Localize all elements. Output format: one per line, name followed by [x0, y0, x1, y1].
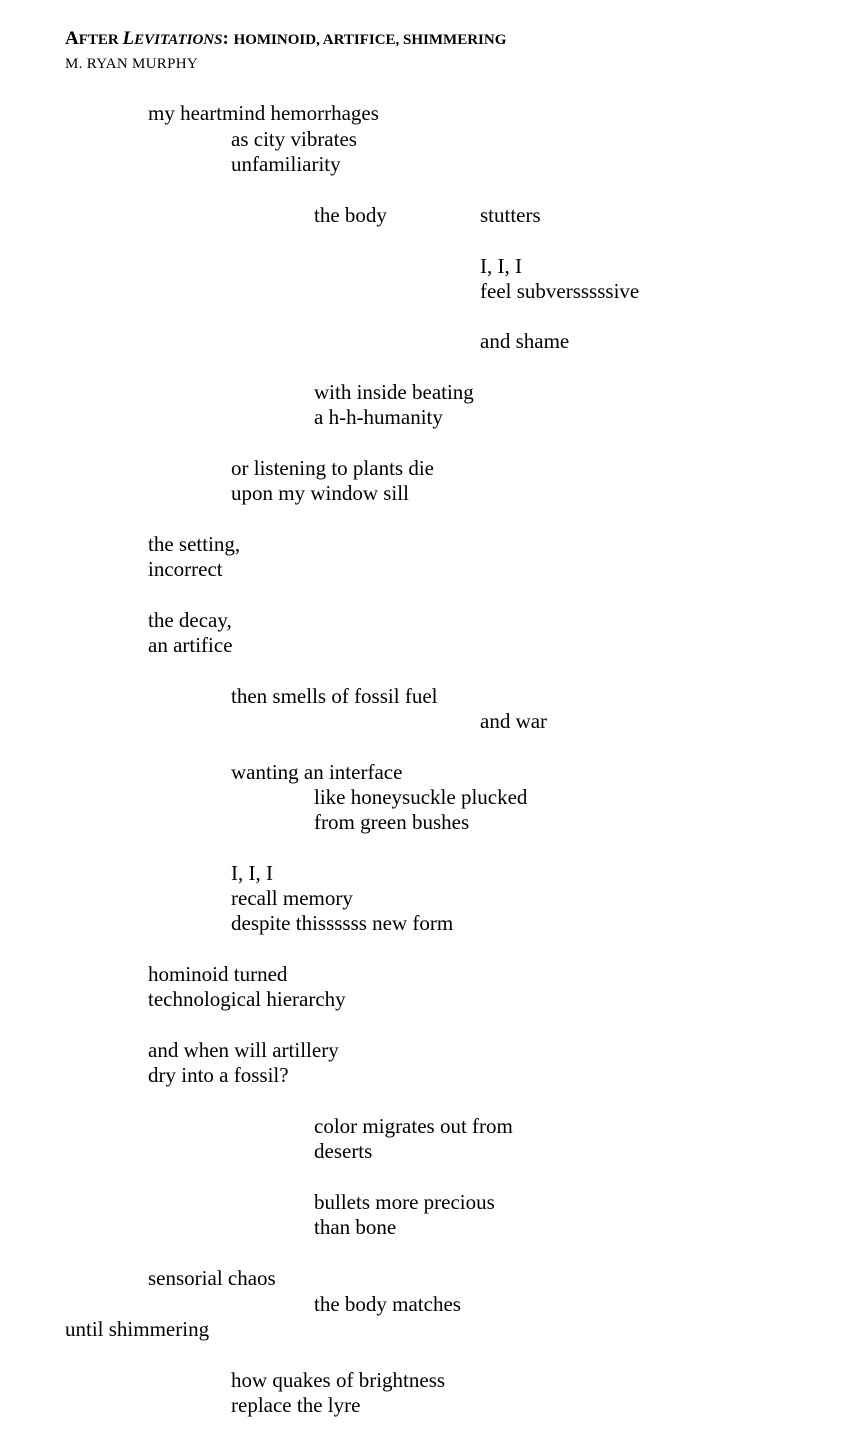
poem-line: feel subversssssive	[480, 279, 640, 303]
poem-line: the body	[314, 203, 387, 227]
poem-line: dry into a fossil?	[148, 1063, 289, 1087]
poem-line: recall memory	[231, 886, 353, 910]
poem-line: bullets more precious	[314, 1190, 495, 1214]
poem-line: the decay,	[148, 608, 232, 632]
poem-line: with inside beating	[314, 380, 474, 404]
poem-line: wanting an interface	[231, 760, 403, 784]
poem-line: and when will artillery	[148, 1038, 339, 1062]
poem-line: stutters	[480, 203, 541, 227]
poem-line: hominoid turned	[148, 962, 288, 986]
poem-line: deserts	[314, 1139, 373, 1163]
poem-line: technological hierarchy	[148, 987, 346, 1011]
poem-line: incorrect	[148, 557, 223, 581]
poem-line: despite thissssss new form	[231, 911, 454, 935]
poem-line: upon my window sill	[231, 481, 409, 505]
poem-line: like honeysuckle plucked	[314, 785, 528, 809]
poem-line: unfamiliarity	[231, 152, 341, 176]
poem-line: until shimmering	[65, 1317, 210, 1341]
poem-line: as city vibrates	[231, 127, 357, 151]
poem-line: replace the lyre	[231, 1393, 361, 1417]
poem-line: and shame	[480, 329, 570, 353]
poem-title	[65, 27, 506, 52]
title-after-initial: A	[65, 28, 79, 49]
poem-line: color migrates out from	[314, 1114, 513, 1138]
poem-line: or listening to plants die	[231, 456, 434, 480]
poem-line: and war	[480, 709, 548, 733]
poem-line: I, I, I	[231, 861, 273, 885]
poem-line: then smells of fossil fuel	[231, 684, 438, 708]
title-levitations-rest: EVITATIONS	[134, 32, 223, 48]
poem-line: the setting,	[148, 532, 241, 556]
poem-line: than bone	[314, 1215, 397, 1239]
title-after-rest: FTER	[78, 32, 123, 48]
poem-line: the body matches	[314, 1292, 461, 1316]
title-colon: :	[222, 28, 234, 49]
poem-author: M. RYAN MURPHY	[65, 56, 198, 72]
poem-line: an artifice	[148, 633, 233, 657]
poem-line: I, I, I	[480, 254, 522, 278]
title-levitations-initial: L	[122, 28, 135, 49]
poem-line: how quakes of brightness	[231, 1368, 446, 1392]
poem-line: a h-h-humanity	[314, 405, 443, 429]
poem-line: sensorial chaos	[148, 1266, 276, 1290]
poem-line: my heartmind hemorrhages	[148, 101, 379, 125]
poem-line: from green bushes	[314, 810, 470, 834]
title-subtitle: HOMINOID, ARTIFICE, SHIMMERING	[233, 32, 507, 48]
